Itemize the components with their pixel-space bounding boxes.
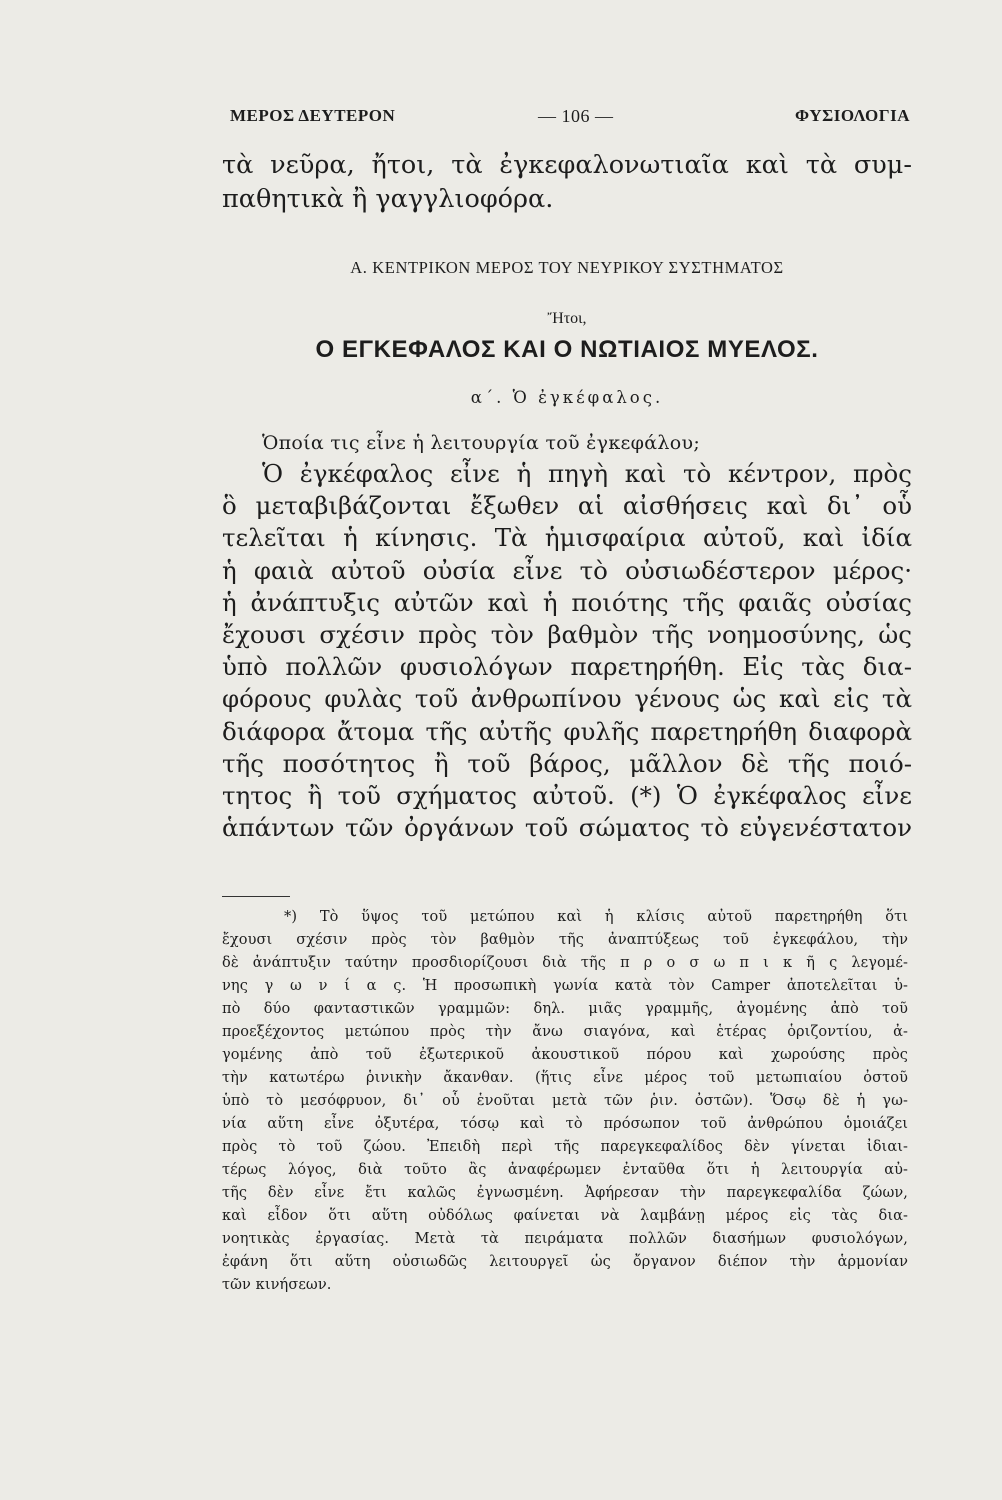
footnote-line: τῆς δὲν εἶνε ἔτι καλῶς ἐγνωσμένη. Ἀφήρεσαν τὴν παρεγκεφαλίδα ζώων, <box>222 1185 908 1201</box>
footnote <box>222 906 908 1297</box>
text-line: διάφορα ἄτομα τῆς αὐτῆς φυλῆς παρετηρήθη διαφορὰ <box>222 716 912 746</box>
footnote-line: τέρως λόγος, διὰ τοῦτο ἂς ἀναφέρωμεν ἐνταῦθα ὅτι ἡ λειτουργία αὐ- <box>222 1162 908 1178</box>
footnote-line: νοητικὰς ἐργασίας. Μετὰ τὰ πειράματα πολλῶν διασήμων φυσιολόγων, <box>222 1231 908 1247</box>
main-paragraph <box>222 458 912 844</box>
footnote-line: δὲ ἀνάπτυξιν ταύτην προσδιορίζουσι διὰ τῆς π ρ ο σ ω π ι κ ῆ ς λεγομέ- <box>222 955 908 971</box>
footnote-line: τὴν κατωτέρω ῥινικὴν ἄκανθαν. (ἥτις εἶνε μέρος τοῦ μετωπιαίου ὀστοῦ <box>222 1070 908 1086</box>
page-number: — 106 — <box>538 106 614 126</box>
section-heading: Α. ΚΕΝΤΡΙΚΟΝ ΜΕΡΟΣ ΤΟΥ ΝΕΥΡΙΚΟΥ ΣΥΣΤΗΜΑΤΟΣ <box>350 258 784 277</box>
text-line: ὃ μεταβιβάζονται ἔξωθεν αἱ αἰσθήσεις καὶ δι᾽ οὗ <box>222 491 912 521</box>
footnote-line: *) Τὸ ὕψος τοῦ μετώπου καὶ ἡ κλίσις αὐτοῦ παρετηρήθη ὅτι <box>284 909 908 925</box>
footnote-line: ὑπὸ τὸ μεσόφρυον, δι᾽ οὗ ἑνοῦται μετὰ τῶν ῥιν. ὀστῶν). Ὅσῳ δὲ ἡ γω- <box>222 1093 908 1109</box>
footnote-line: νης γ ω ν ί α ς. Ἡ προσωπικὴ γωνία κατὰ τὸν Camper ἀποτελεῖται ὑ- <box>222 978 908 994</box>
text-line: παθητικὰ ἢ γαγγλιοφόρα. <box>222 184 554 214</box>
footnote-line: πὸ δύο φανταστικῶν γραμμῶν: δηλ. μιᾶς γραμμῆς, ἀγομένης ἀπὸ τοῦ <box>222 1001 908 1017</box>
chapter-title: Ο ΕΓΚΕΦΑΛΟΣ ΚΑΙ Ο ΝΩΤΙΑΙΟΣ ΜΥΕΛΟΣ. <box>315 336 819 363</box>
text-line: τελεῖται ἡ κίνησις. Τὰ ἡμισφαίρια αὐτοῦ, καὶ ἰδία <box>222 523 912 553</box>
text-line: ἡ ἀνάπτυξις αὐτῶν καὶ ἡ ποιότης τῆς φαιᾶς οὐσίας <box>222 587 912 617</box>
text-line: τὰ νεῦρα, ἤτοι, τὰ ἐγκεφαλονωτιαῖα καὶ τὰ συμ- <box>222 150 912 180</box>
footnote-line: νία αὕτη εἶνε ὀξυτέρα, τόσῳ καὶ τὸ πρόσωπον τοῦ ἀνθρώπου ὁμοιάζει <box>222 1116 908 1132</box>
footnote-line: προεξέχοντος μετώπου πρὸς τὴν ἄνω σιαγόνα, καὶ ἑτέρας ὁριζοντίου, ἀ- <box>222 1024 908 1040</box>
ito-label: Ἤτοι, <box>547 310 587 327</box>
sub-heading: α΄. Ὁ ἐγκέφαλος. <box>470 388 664 407</box>
text-line: ὑπὸ πολλῶν φυσιολόγων παρετηρήθη. Εἰς τὰς δια- <box>222 652 912 682</box>
text-line: ἁπάντων τῶν ὀργάνων τοῦ σώματος τὸ εὐγενέστατον <box>222 813 912 843</box>
text-line: ἡ φαιὰ αὐτοῦ οὐσία εἶνε τὸ οὐσιωδέστερον μέρος· <box>222 555 912 585</box>
continuation-paragraph <box>222 148 912 216</box>
text-line: ἔχουσι σχέσιν πρὸς τὸν βαθμὸν τῆς νοημοσύνης, ὡς <box>222 620 912 650</box>
text-line: φόρους φυλὰς τοῦ ἀνθρωπίνου γένους ὡς καὶ εἰς τὰ <box>222 684 912 714</box>
text-line: τητος ἢ τοῦ σχήματος αὐτοῦ. (*) Ὁ ἐγκέφαλος εἶνε <box>222 781 912 811</box>
footnote-line: ἔχουσι σχέσιν πρὸς τὸν βαθμὸν τῆς ἀναπτύξεως τοῦ ἐγκεφάλου, τὴν <box>222 932 908 948</box>
footnote-line: ἐφάνη ὅτι αὕτη οὐσιωδῶς λειτουργεῖ ὡς ὄργανον διέπον τὴν ἁρμονίαν <box>222 1254 908 1270</box>
footnote-line: καὶ εἶδον ὅτι αὕτη οὐδόλως φαίνεται νὰ λαμβάνῃ μέρος εἰς τὰς δια- <box>222 1208 908 1224</box>
header-part-title: ΜΕΡΟΣ ΔΕΥΤΕΡΟΝ <box>230 106 396 125</box>
text-line: τῆς ποσότητος ἢ τοῦ βάρος, μᾶλλον δὲ τῆς ποιό- <box>222 748 912 778</box>
header-book-title: ΦΥΣΙΟΛΟΓΙΑ <box>795 106 910 125</box>
footnote-line: γομένης ἀπὸ τοῦ ἐξωτερικοῦ ἀκουστικοῦ πόρου καὶ χωρούσης πρὸς <box>222 1047 908 1063</box>
footnote-line: τῶν κινήσεων. <box>222 1277 332 1293</box>
question-heading: Ὁποία τις εἶνε ἡ λειτουργία τοῦ ἐγκεφάλου; <box>262 432 701 454</box>
footnote-rule <box>222 896 290 897</box>
footnote-line: πρὸς τὸ τοῦ ζώου. Ἐπειδὴ περὶ τῆς παρεγκεφαλίδος δὲν γίνεται ἰδιαι- <box>222 1139 908 1155</box>
text-line: Ὁ ἐγκέφαλος εἶνε ἡ πηγὴ καὶ τὸ κέντρον, πρὸς <box>262 459 912 488</box>
running-head <box>230 106 910 134</box>
